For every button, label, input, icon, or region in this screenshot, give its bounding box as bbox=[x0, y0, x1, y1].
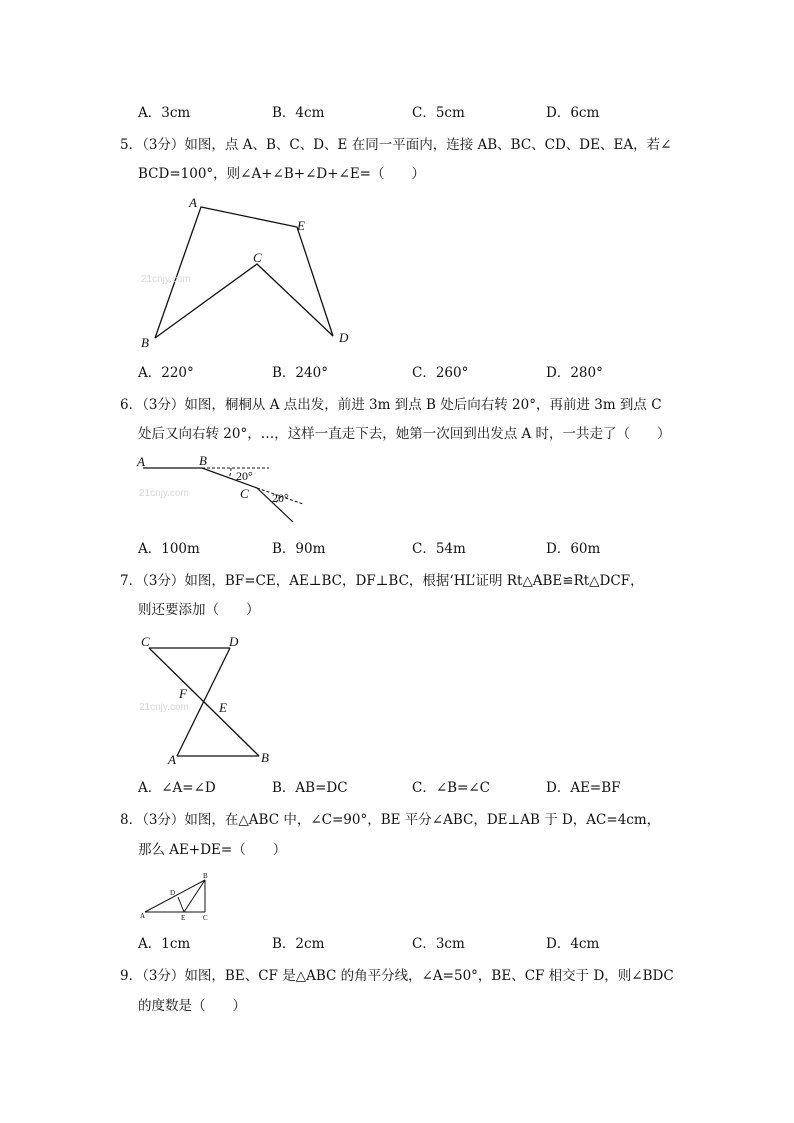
q9-text-line1: 9．（3分）如图，BE、CF 是△ABC 的角平分线，∠A=50°，BE、CF 相交于 D，则∠BDC bbox=[120, 968, 674, 984]
q7-option-a: A．∠A=∠D bbox=[138, 780, 216, 796]
q8-option-a: A．1cm bbox=[138, 936, 191, 952]
svg-text:21cnjy.com: 21cnjy.com bbox=[139, 702, 189, 713]
q8-option-d: D．4cm bbox=[546, 936, 600, 952]
q6-label-b: B bbox=[199, 453, 207, 468]
q9-text-line2: 的度数是（ ） bbox=[138, 998, 246, 1014]
q6-label-c: C bbox=[240, 486, 249, 501]
q7-text-line1: 7．（3分）如图，BF=CE，AE⊥BC，DF⊥BC，根据‘HL’证明 Rt△ABE≌Rt△DCF， bbox=[120, 573, 644, 589]
q8-option-b: B．2cm bbox=[272, 936, 325, 952]
q6-label-a: A bbox=[137, 454, 145, 469]
q5-label-a: A bbox=[189, 195, 197, 210]
q7-figure bbox=[135, 630, 285, 768]
q8-label-b: B bbox=[203, 872, 208, 880]
q6-angle-label-2: 20° bbox=[272, 491, 289, 505]
q5-polygon bbox=[155, 207, 333, 338]
svg-text:21cnjy.com: 21cnjy.com bbox=[139, 488, 189, 499]
q6-figure bbox=[135, 450, 310, 528]
q7-label-d: D bbox=[229, 634, 239, 649]
q6-angle-label-1: 20° bbox=[236, 469, 253, 483]
q4-option-c: C．5cm bbox=[412, 105, 465, 121]
q8-segment-de bbox=[178, 897, 184, 912]
q5-option-a: A．220° bbox=[138, 365, 194, 381]
q8-option-c: C．3cm bbox=[412, 936, 465, 952]
q8-text-line1: 8．（3分）如图，在△ABC 中，∠C=90°，BE 平分∠ABC，DE⊥AB 于 D，AC=4cm， bbox=[120, 812, 661, 828]
q7-option-b: B．AB=DC bbox=[272, 780, 348, 796]
q6-option-c: C．54m bbox=[412, 541, 466, 557]
q8-segment-be bbox=[184, 880, 205, 912]
q7-label-e: E bbox=[219, 700, 227, 715]
q7-label-a: A bbox=[168, 752, 176, 767]
q4-option-a: A．3cm bbox=[138, 105, 191, 121]
q7-text-line2: 则还要添加（ ） bbox=[138, 602, 260, 618]
q7-option-c: C．∠B=∠C bbox=[412, 780, 491, 796]
q6-option-b: B．90m bbox=[272, 541, 326, 557]
q8-label-c: C bbox=[203, 914, 208, 922]
q5-option-d: D．280° bbox=[546, 365, 603, 381]
q5-label-e: E bbox=[297, 218, 305, 233]
q7-label-c: C bbox=[141, 634, 150, 649]
q4-option-b: B．4cm bbox=[272, 105, 325, 121]
q8-label-a: A bbox=[140, 912, 146, 920]
q6-option-a: A．100m bbox=[138, 541, 200, 557]
q6-text-line2: 处后又向右转 20°，…，这样一直走下去，她第一次回到出发点 A 时，一共走了（ ） bbox=[138, 426, 671, 442]
q5-text-line2: BCD=100°，则∠A+∠B+∠D+∠E=（ ） bbox=[138, 166, 425, 182]
q4-option-d: D．6cm bbox=[546, 105, 600, 121]
q6-option-d: D．60m bbox=[546, 541, 601, 557]
q8-figure bbox=[135, 868, 220, 924]
q6-text-line1: 6．（3分）如图，桐桐从 A 点出发，前进 3m 到点 B 处后向右转 20°，再前进 3m 到点 C bbox=[120, 397, 662, 413]
q8-label-d: D bbox=[170, 889, 176, 897]
q5-label-b: B bbox=[141, 335, 149, 350]
q5-option-c: C．260° bbox=[412, 365, 469, 381]
q7-option-d: D．AE=BF bbox=[546, 780, 621, 796]
q7-label-b: B bbox=[261, 750, 269, 765]
q5-option-b: B．240° bbox=[272, 365, 328, 381]
q5-label-d: D bbox=[339, 330, 349, 345]
svg-text:21cnjy.com: 21cnjy.com bbox=[141, 274, 191, 285]
q5-text-line1: 5．（3分）如图，点 A、B、C、D、E 在同一平面内，连接 AB、BC、CD、DE、EA，若∠ bbox=[120, 137, 672, 153]
q8-text-line2: 那么 AE+DE=（ ） bbox=[138, 842, 287, 858]
q5-figure bbox=[135, 192, 365, 357]
q5-label-c: C bbox=[253, 250, 262, 265]
q8-label-e: E bbox=[181, 914, 186, 922]
q7-label-f: F bbox=[179, 686, 187, 701]
